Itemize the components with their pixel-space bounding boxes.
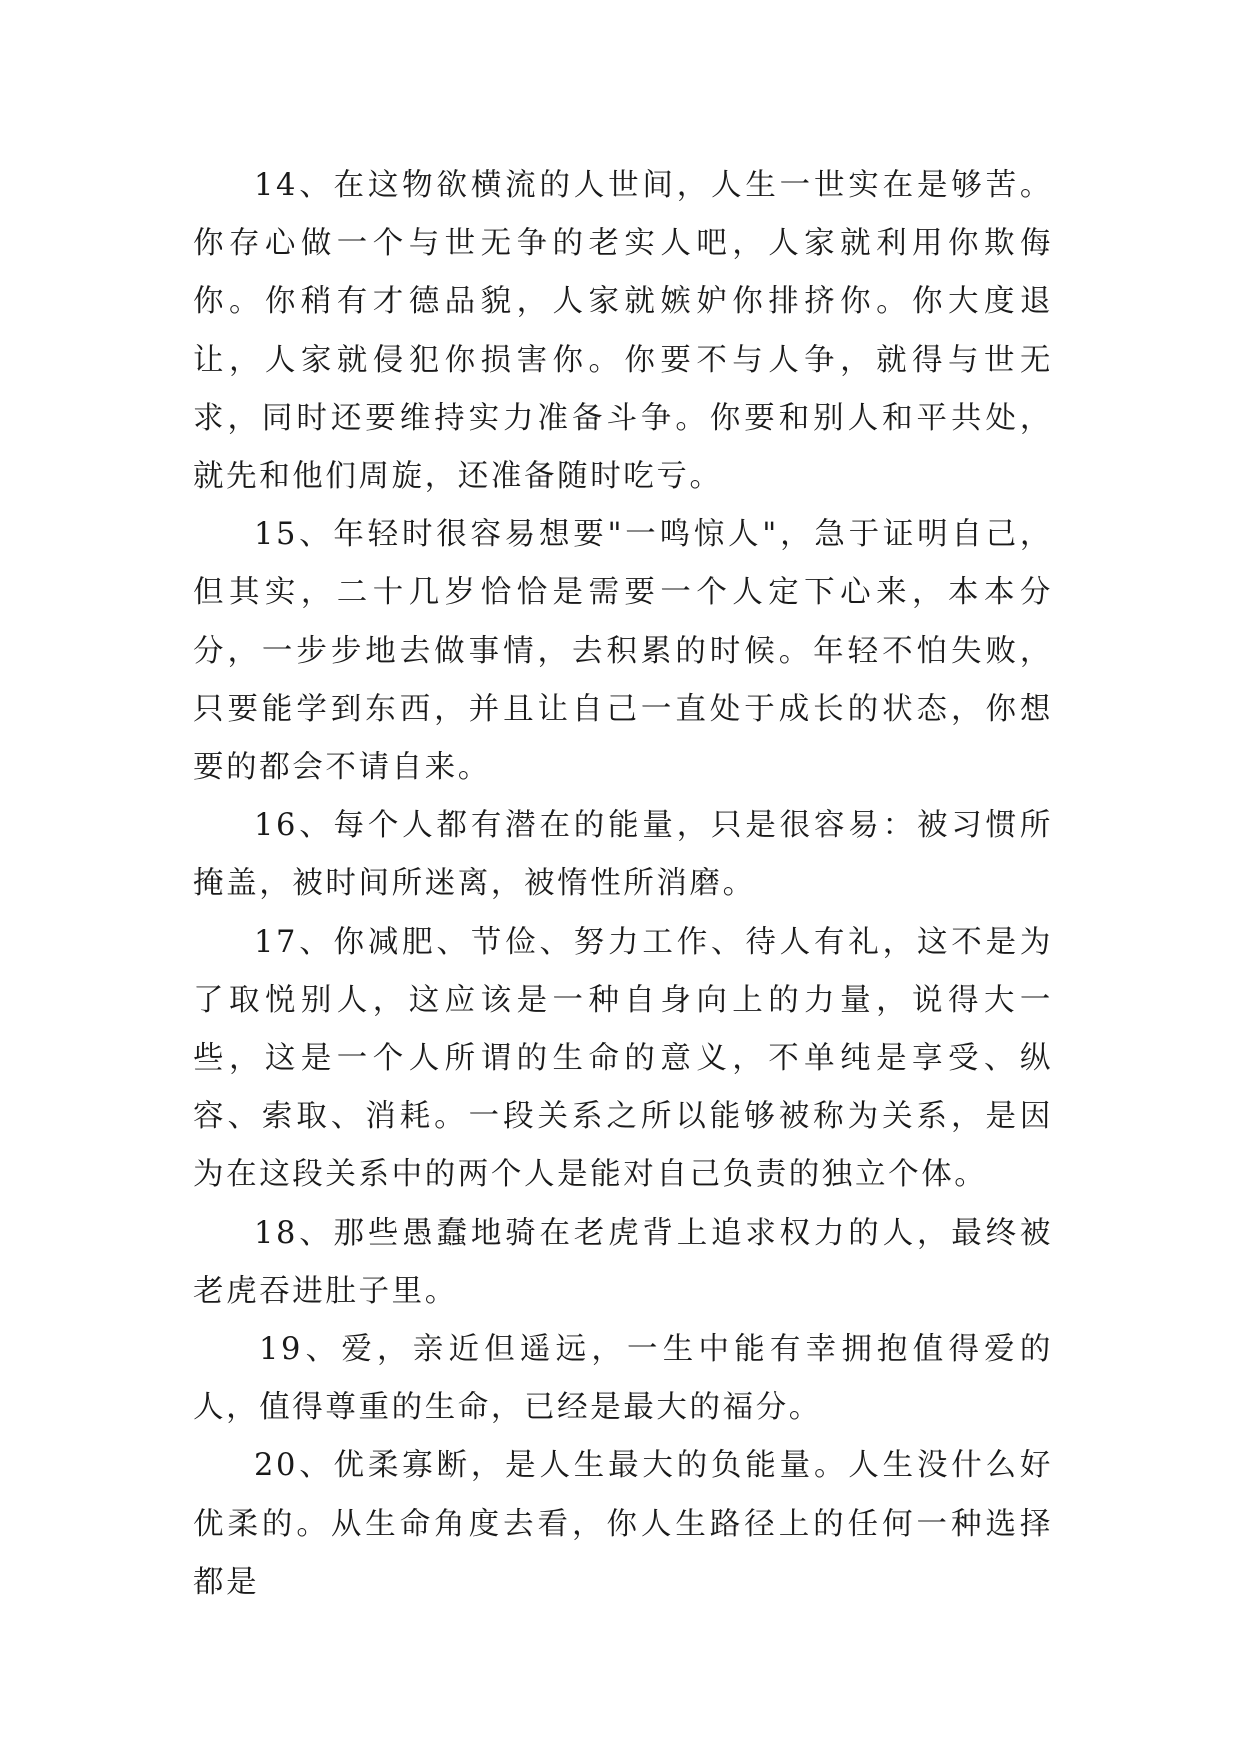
paragraph-16: 16、每个人都有潜在的能量，只是很容易：被习惯所掩盖，被时间所迷离，被惰性所消磨。 [193,808,1053,902]
paragraph-20: 20、优柔寡断，是人生最大的负能量。人生没什么好优柔的。从生命角度去看，你人生路径上的任何一种选择都是 [193,1448,1053,1600]
paragraph-14: 14、在这物欲横流的人世间，人生一世实在是够苦。你存心做一个与世无争的老实人吧，人家就利用你欺侮你。你稍有才德品貌，人家就嫉妒你排挤你。你大度退让，人家就侵犯你损害你。你要不与人争，就得与世无求，同时还要维持实力准备斗争。你要和别人和平共处，就先和他们周旋，还准备随时吃亏。 [193,168,1053,495]
paragraph-18: 18、那些愚蠢地骑在老虎背上追求权力的人，最终被老虎吞进肚子里。 [193,1215,1053,1309]
paragraph-15: 15、年轻时很容易想要"一鸣惊人"，急于证明自己，但其实，二十几岁恰恰是需要一个人定下心来，本本分分，一步步地去做事情，去积累的时候。年轻不怕失败，只要能学到东西，并且让自己一直处于成长的状态，你想要的都会不请自来。 [193,517,1053,786]
paragraph-17: 17、你减肥、节俭、努力工作、待人有礼，这不是为了取悦别人，这应该是一种自身向上的力量，说得大一些，这是一个人所谓的生命的意义，不单纯是享受、纵容、索取、消耗。一段关系之所以能够被称为关系，是因为在这段关系中的两个人是能对自己负责的独立个体。 [193,924,1053,1193]
paragraph-19: 19、爱，亲近但遥远，一生中能有幸拥抱值得爱的人，值得尊重的生命，已经是最大的福分。 [193,1332,1053,1426]
document-body [193,157,1053,1612]
